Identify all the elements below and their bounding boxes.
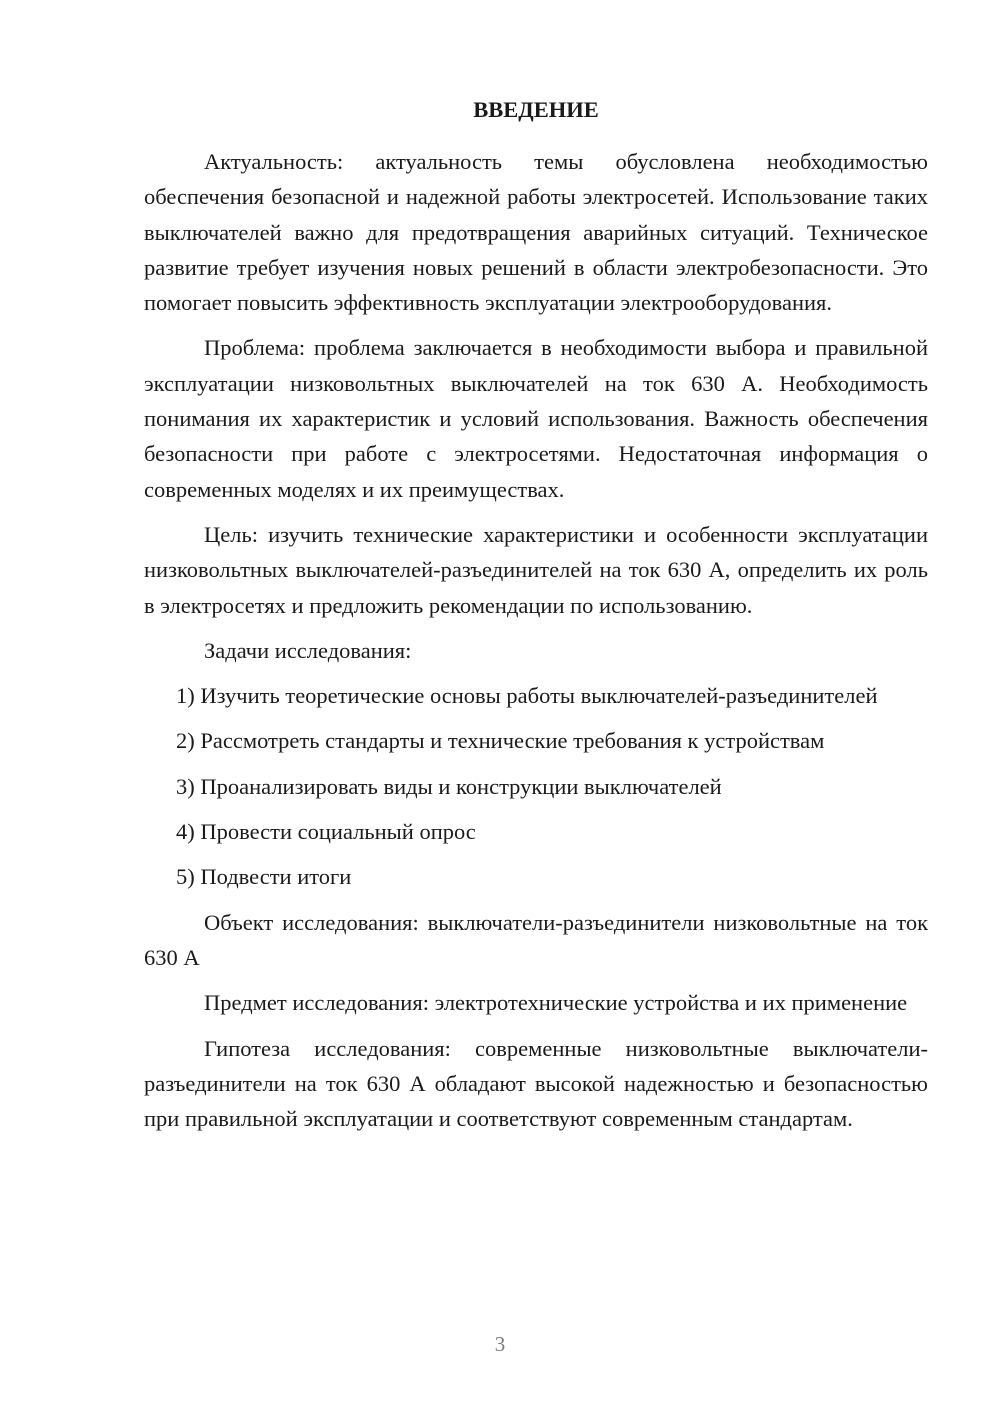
task-item-4: 4) Провести социальный опрос [176,819,476,845]
paragraph-hypothesis: Гипотеза исследования: современные низковольтные выключатели-разъединители на ток 630 А обладают высокой надежностью и безопасностью при правильной эксплуатации и соответствуют современным стандартам. [144,1035,928,1132]
tasks-heading: Задачи исследования: [204,637,412,663]
page-number: 3 [494,1332,506,1356]
paragraph-relevance: Актуальность: актуальность темы обусловлена необходимостью обеспечения безопасной и надежной работы электросетей. Использование таких выключателей важно для предотвращения аварийных ситуаций. Техническое развитие требует изучения новых решений в области электробезопасности. Это помогает повысить эффективность эксплуатации электрооборудования. [144,149,928,316]
paragraph-problem: Проблема: проблема заключается в необходимости выбора и правильной эксплуатации низковольтных выключателей на ток 630 А. Необходимость понимания их характеристик и условий использования. Важность обеспечения безопасности при работе с электросетями. Недостаточная информация о современных моделях и их преимуществах. [144,335,928,502]
task-item-2: 2) Рассмотреть стандарты и технические требования к устройствам [176,728,825,754]
task-item-1: 1) Изучить теоретические основы работы выключателей-разъединителей [176,683,878,709]
paragraph-goal: Цель: изучить технические характеристики и особенности эксплуатации низковольтных выключателей-разъединителей на ток 630 А, определить их роль в электросетях и предложить рекомендации по использованию. [144,521,928,618]
task-item-3: 3) Проанализировать виды и конструкции выключателей [176,773,722,799]
page-title: ВВЕДЕНИЕ [473,97,599,122]
page-content [144,94,928,1146]
paragraph-object: Объект исследования: выключатели-разъединители низковольтные на ток 630 А [144,909,928,970]
paragraph-subject: Предмет исследования: электротехнические устройства и их применение [204,990,908,1016]
task-item-5: 5) Подвести итоги [176,864,352,890]
